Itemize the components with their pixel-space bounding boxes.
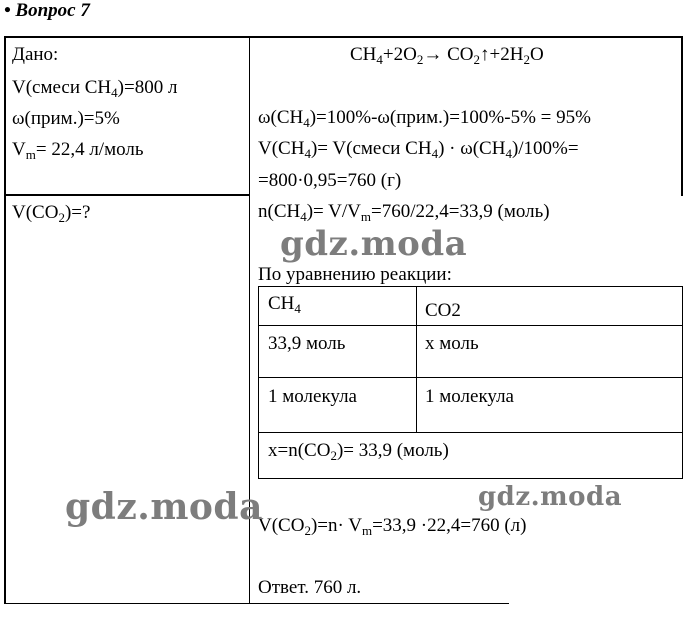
- given-vm-sub: m: [25, 147, 36, 162]
- inner-table-mid: [416, 286, 417, 433]
- find-question: )=?: [64, 202, 91, 223]
- outer-top-border: [4, 36, 683, 38]
- nch4-b: )= V/V: [306, 201, 361, 222]
- given-vm-value: = 22,4 л/моль: [35, 139, 144, 160]
- by-equation-label: По уравнению реакции:: [258, 264, 452, 285]
- eq-part-b: +2O: [382, 44, 417, 65]
- watermark-logo: gdz.moda: [478, 482, 623, 512]
- inner-table-row3-line: [258, 432, 683, 433]
- find-text: V(CO: [12, 202, 59, 223]
- vco2-b: )=n· V: [310, 515, 362, 536]
- table-header-ch4: [268, 293, 301, 315]
- inner-table-row2-line: [258, 377, 683, 378]
- inner-table-top: [258, 286, 683, 287]
- table-r3-b: )= 33,9 (моль): [336, 440, 449, 461]
- omega-text-a: ω(CH: [258, 107, 304, 128]
- vch4-d: )/100%=: [511, 138, 579, 159]
- vco2-c: =33,9 ·22,4=760 (л): [372, 515, 527, 536]
- table-h1-sub: 4: [294, 301, 301, 316]
- given-volume-text: V(смеси CH: [12, 77, 112, 98]
- omega-ch4-line: [258, 107, 591, 129]
- omega-text-b: )=100%-ω(прим.)=100%-5% = 95%: [309, 107, 591, 128]
- watermark-logo: gdz.moda: [280, 224, 468, 264]
- table-cell-molecule-co2: 1 молекула: [425, 386, 514, 407]
- table-result-row: [268, 440, 449, 462]
- given-volume-sub: 4: [111, 85, 118, 100]
- eq-sub-a: 4: [376, 52, 383, 67]
- given-label: Дано:: [12, 44, 59, 65]
- vch4-c: ) · ω(CH: [438, 138, 506, 159]
- vco2-sub-a: 2: [304, 523, 311, 538]
- vch4-a: V(CH: [258, 138, 305, 159]
- table-r3-a: x=n(CO: [268, 440, 331, 461]
- eq-part-e: O: [529, 44, 544, 65]
- outer-left-border: [4, 36, 6, 604]
- watermark-logo: gdz.moda: [65, 486, 263, 528]
- inner-table-left: [258, 286, 259, 479]
- eq-sub-b: 2: [416, 52, 424, 67]
- outer-bottom-border: [4, 603, 509, 604]
- given-find-divider: [4, 194, 250, 196]
- given-molar-volume: [12, 139, 144, 161]
- nch4-a: n(CH: [258, 201, 301, 222]
- omega-sub: 4: [303, 115, 310, 130]
- eq-part-a: CH: [350, 44, 377, 65]
- volume-ch4-result: =800·0,95=760 (г): [258, 170, 402, 191]
- nch4-c: =760/22,4=33,9 (моль): [371, 201, 550, 222]
- inner-table-right: [682, 286, 683, 479]
- eq-sub-d: 2: [523, 52, 530, 67]
- reaction-equation: [350, 44, 544, 66]
- moles-ch4-line: [258, 201, 550, 223]
- table-header-co2: CO2: [425, 300, 461, 321]
- table-cell-molecule-ch4: 1 молекула: [268, 386, 357, 407]
- vch4-sub-c: 4: [505, 146, 512, 161]
- vch4-b: )= V(смеси CH: [310, 138, 432, 159]
- given-volume-mixture: [12, 77, 177, 99]
- given-volume-value: )=800 л: [117, 77, 178, 98]
- inner-table-bottom: [258, 478, 683, 479]
- table-cell-moles-ch4: 33,9 моль: [268, 333, 346, 354]
- find-sub: 2: [58, 210, 65, 225]
- table-cell-moles-co2: x моль: [425, 333, 479, 354]
- volume-co2-line: [258, 515, 526, 537]
- eq-part-c: → CO: [423, 44, 474, 65]
- table-h1-text: CH: [268, 293, 295, 314]
- given-vm-text: V: [12, 139, 26, 160]
- eq-sub-c: 2: [473, 52, 480, 67]
- vch4-sub-a: 4: [304, 146, 311, 161]
- vch4-sub-b: 4: [431, 146, 439, 161]
- nch4-sub-b: m: [360, 209, 372, 224]
- given-impurity: ω(прим.)=5%: [12, 108, 120, 129]
- question-heading: • Вопрос 7: [4, 0, 90, 21]
- table-r3-sub: 2: [330, 448, 337, 463]
- outer-right-border: [681, 36, 683, 196]
- volume-ch4-line: [258, 138, 579, 160]
- eq-part-d: ↑+2H: [480, 44, 524, 65]
- find-co2-volume: [12, 202, 90, 224]
- vco2-a: V(CO: [258, 515, 305, 536]
- nch4-sub-a: 4: [300, 209, 307, 224]
- answer-line: Ответ. 760 л.: [258, 577, 362, 598]
- vco2-sub-b: m: [361, 523, 373, 538]
- inner-table-row1-line: [258, 325, 683, 326]
